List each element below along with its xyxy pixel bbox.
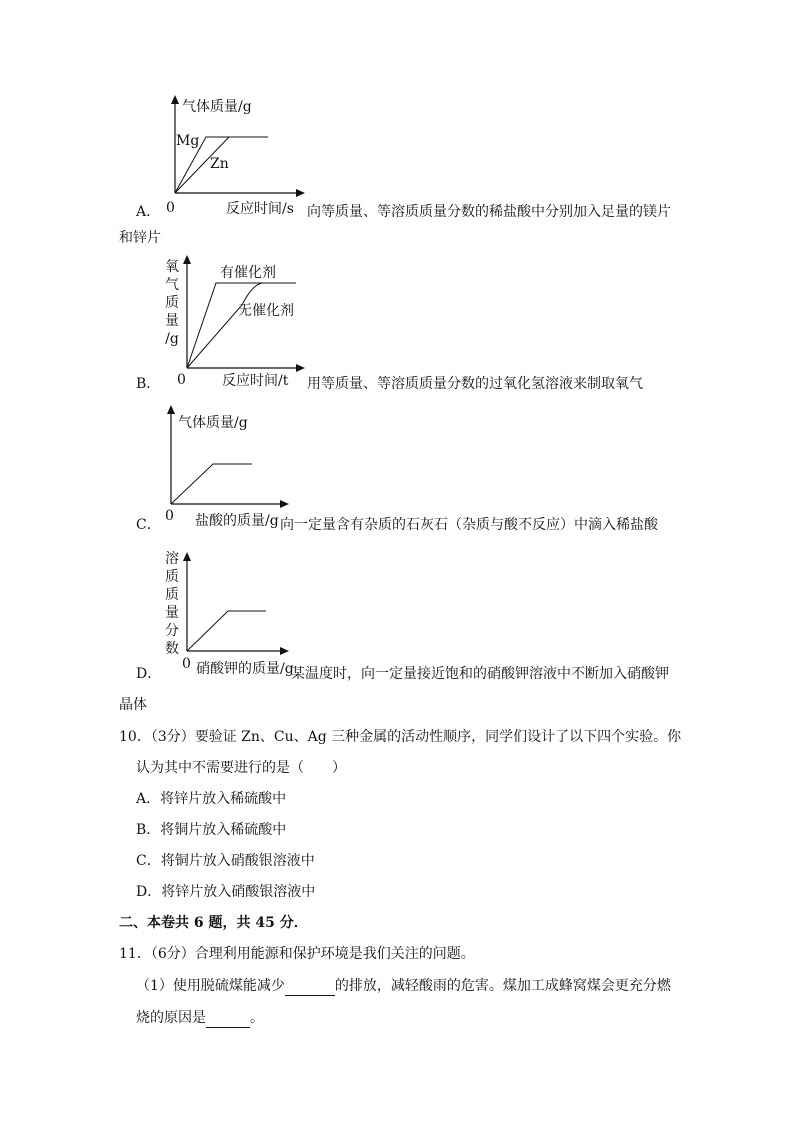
line-without-catalyst (187, 283, 262, 368)
option-d-desc: 某温度时，向一定量接近饱和的硝酸钾溶液中不断加入硝酸钾 (291, 666, 669, 682)
graph-c-origin: 0 (165, 508, 174, 524)
graph-b-no-catalyst-label: 无催化剂 (238, 303, 294, 319)
q10-stem: 10．（3分）要验证 Zn、Cu、Ag 三种金属的活动性顺序，同学们设计了以下四个实验。你 (119, 729, 682, 745)
y-arrow (171, 95, 179, 104)
x-arrow (280, 500, 289, 508)
option-d-letter: D． (136, 666, 162, 682)
option-d-desc-cont: 晶体 (119, 697, 147, 713)
graph-b-origin: 0 (177, 372, 186, 388)
graph-d-ylabel: 溶 质 质 量 分 数 (165, 551, 179, 657)
y-arrow (167, 405, 175, 414)
q10-option-c: C．将铜片放入硝酸银溶液中 (136, 853, 315, 869)
q11-stem: 11．（6分）合理利用能源和保护环境是我们关注的问题。 (119, 946, 475, 962)
option-a-letter: A． (136, 204, 161, 220)
q11-part1-cont: 烧的原因是 。 (136, 1010, 264, 1026)
option-c-desc: 向一定量含有杂质的石灰石（杂质与酸不反应）中滴入稀盐酸 (280, 517, 658, 533)
q10-option-a: A．将锌片放入稀硫酸中 (136, 791, 287, 807)
q10-option-d: D．将锌片放入硝酸银溶液中 (136, 884, 316, 900)
option-a-desc-cont: 和锌片 (119, 230, 161, 246)
q11-part1: （1）使用脱硫煤能减少 的排放，减轻酸雨的危害。煤加工成蜂窝煤会更充分燃 (136, 978, 671, 994)
option-b-desc: 用等质量、等溶质质量分数的过氧化氢溶液来制取氧气 (307, 376, 643, 392)
x-arrow (296, 189, 305, 197)
graph-c-ylabel: 气体质量/g (178, 415, 248, 431)
q10-stem-cont: 认为其中不需要进行的是（ ） (136, 760, 346, 776)
line-fraction (187, 611, 266, 651)
graph-d-xlabel: 硝酸钾的质量/g (196, 661, 294, 677)
graph-a-mg-label: Mg (176, 133, 200, 149)
option-c-letter: C． (136, 517, 161, 533)
q10-option-b: B．将铜片放入稀硫酸中 (136, 822, 287, 838)
x-arrow (296, 364, 305, 372)
answer-blank-1 (285, 981, 335, 996)
answer-blank-2 (206, 1013, 250, 1028)
graph-a-origin: 0 (166, 200, 175, 216)
section-title: 二、本卷共 6 题，共 45 分． (119, 915, 308, 931)
y-arrow (183, 552, 191, 561)
graph-a-xlabel: 反应时间/s (226, 201, 294, 217)
x-arrow (280, 647, 289, 655)
graph-b-catalyst-label: 有催化剂 (220, 265, 276, 281)
graph-a-zn-label: Zn (210, 156, 229, 172)
line-with-catalyst (187, 283, 296, 368)
graph-a-ylabel: 气体质量/g (182, 99, 252, 115)
option-a-desc: 向等质量、等溶质质量分数的稀盐酸中分别加入足量的镁片 (307, 204, 671, 220)
graph-d-origin: 0 (182, 656, 191, 672)
graph-b-xlabel: 反应时间/t (222, 373, 289, 389)
option-b-letter: B． (136, 376, 161, 392)
graph-c-xlabel: 盐酸的质量/g (195, 513, 279, 529)
line-gas (171, 464, 252, 504)
y-arrow (183, 255, 191, 264)
graph-b-ylabel: 氧 气 质 量 /g (165, 259, 179, 347)
graph-d (180, 552, 294, 658)
